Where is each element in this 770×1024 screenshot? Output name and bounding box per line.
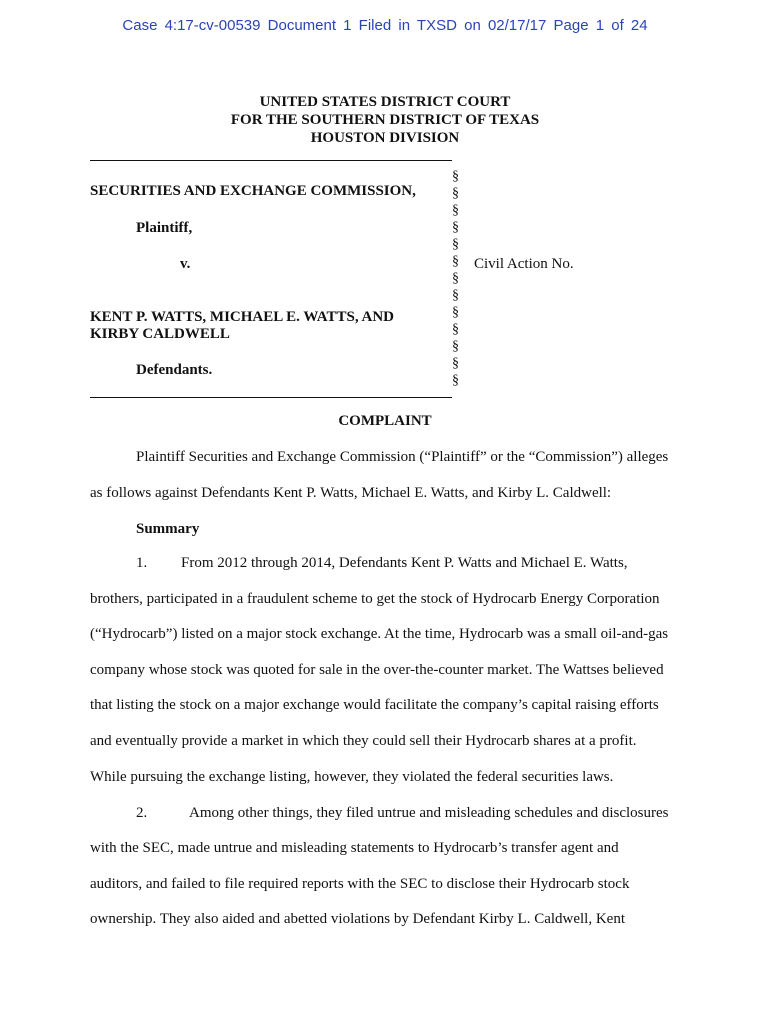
defendants-role: Defendants. <box>136 362 213 378</box>
section-symbol: § <box>452 254 459 269</box>
section-symbol: § <box>452 237 459 252</box>
court-division: HOUSTON DIVISION <box>310 130 460 146</box>
paragraph-number: 2. <box>136 805 148 821</box>
section-symbol: § <box>452 220 459 235</box>
paragraph-line: brothers, participated in a fraudulent scheme to get the stock of Hydrocarb Energy Corporation <box>90 591 660 607</box>
section-symbol: § <box>452 288 459 303</box>
filing-header-stamp: Case 4:17-cv-00539 Document 1 Filed in TXSD on 02/17/17 Page 1 of 24 <box>122 17 648 34</box>
paragraph-line: While pursuing the exchange listing, however, they violated the federal securities laws. <box>90 769 614 785</box>
section-symbol-column <box>452 168 459 389</box>
section-symbol: § <box>452 203 459 218</box>
paragraph-first-line: From 2012 through 2014, Defendants Kent P. Watts and Michael E. Watts, <box>181 555 628 571</box>
defendants-names-line1: KENT P. WATTS, MICHAEL E. WATTS, AND <box>90 309 394 325</box>
paragraph-line: that listing the stock on a major exchange would facilitate the company’s capital raising efforts <box>90 697 659 713</box>
civil-action-label: Civil Action No. <box>474 256 574 272</box>
summary-heading: Summary <box>136 521 200 537</box>
intro-line: as follows against Defendants Kent P. Watts, Michael E. Watts, and Kirby L. Caldwell: <box>90 485 612 501</box>
plaintiff-name: SECURITIES AND EXCHANGE COMMISSION, <box>90 183 416 199</box>
paragraph-first-line: Among other things, they filed untrue and misleading schedules and disclosures <box>189 805 669 821</box>
court-name-line2: FOR THE SOUTHERN DISTRICT OF TEXAS <box>230 112 540 128</box>
section-symbol: § <box>452 356 459 371</box>
section-symbol: § <box>452 186 459 201</box>
paragraph-line: auditors, and failed to file required reports with the SEC to disclose their Hydrocarb stock <box>90 876 630 892</box>
paragraph-number: 1. <box>136 555 148 571</box>
paragraph-line: and eventually provide a market in which they could sell their Hydrocarb shares at a profit. <box>90 733 637 749</box>
section-symbol: § <box>452 271 459 286</box>
paragraph-line: company whose stock was quoted for sale in the over-the-counter market. The Wattses believed <box>90 662 664 678</box>
paragraph-line: with the SEC, made untrue and misleading statements to Hydrocarb’s transfer agent and <box>90 840 619 856</box>
complaint-title: COMPLAINT <box>338 413 432 429</box>
paragraph-line: ownership. They also aided and abetted violations by Defendant Kirby L. Caldwell, Kent <box>90 911 626 927</box>
section-symbol: § <box>452 305 459 320</box>
defendants-names-line2: KIRBY CALDWELL <box>90 326 230 342</box>
paragraph-line: (“Hydrocarb”) listed on a major stock exchange. At the time, Hydrocarb was a small oil-and-gas <box>90 626 669 642</box>
section-symbol: § <box>452 373 459 388</box>
section-symbol: § <box>452 339 459 354</box>
intro-line: Plaintiff Securities and Exchange Commission (“Plaintiff” or the “Commission”) alleges <box>136 449 669 465</box>
versus-label: v. <box>180 256 191 272</box>
caption-top-rule <box>90 160 452 161</box>
caption-bottom-rule <box>90 397 452 398</box>
section-symbol: § <box>452 169 459 184</box>
court-name-line1: UNITED STATES DISTRICT COURT <box>259 94 511 110</box>
plaintiff-role: Plaintiff, <box>136 220 193 236</box>
section-symbol: § <box>452 322 459 337</box>
